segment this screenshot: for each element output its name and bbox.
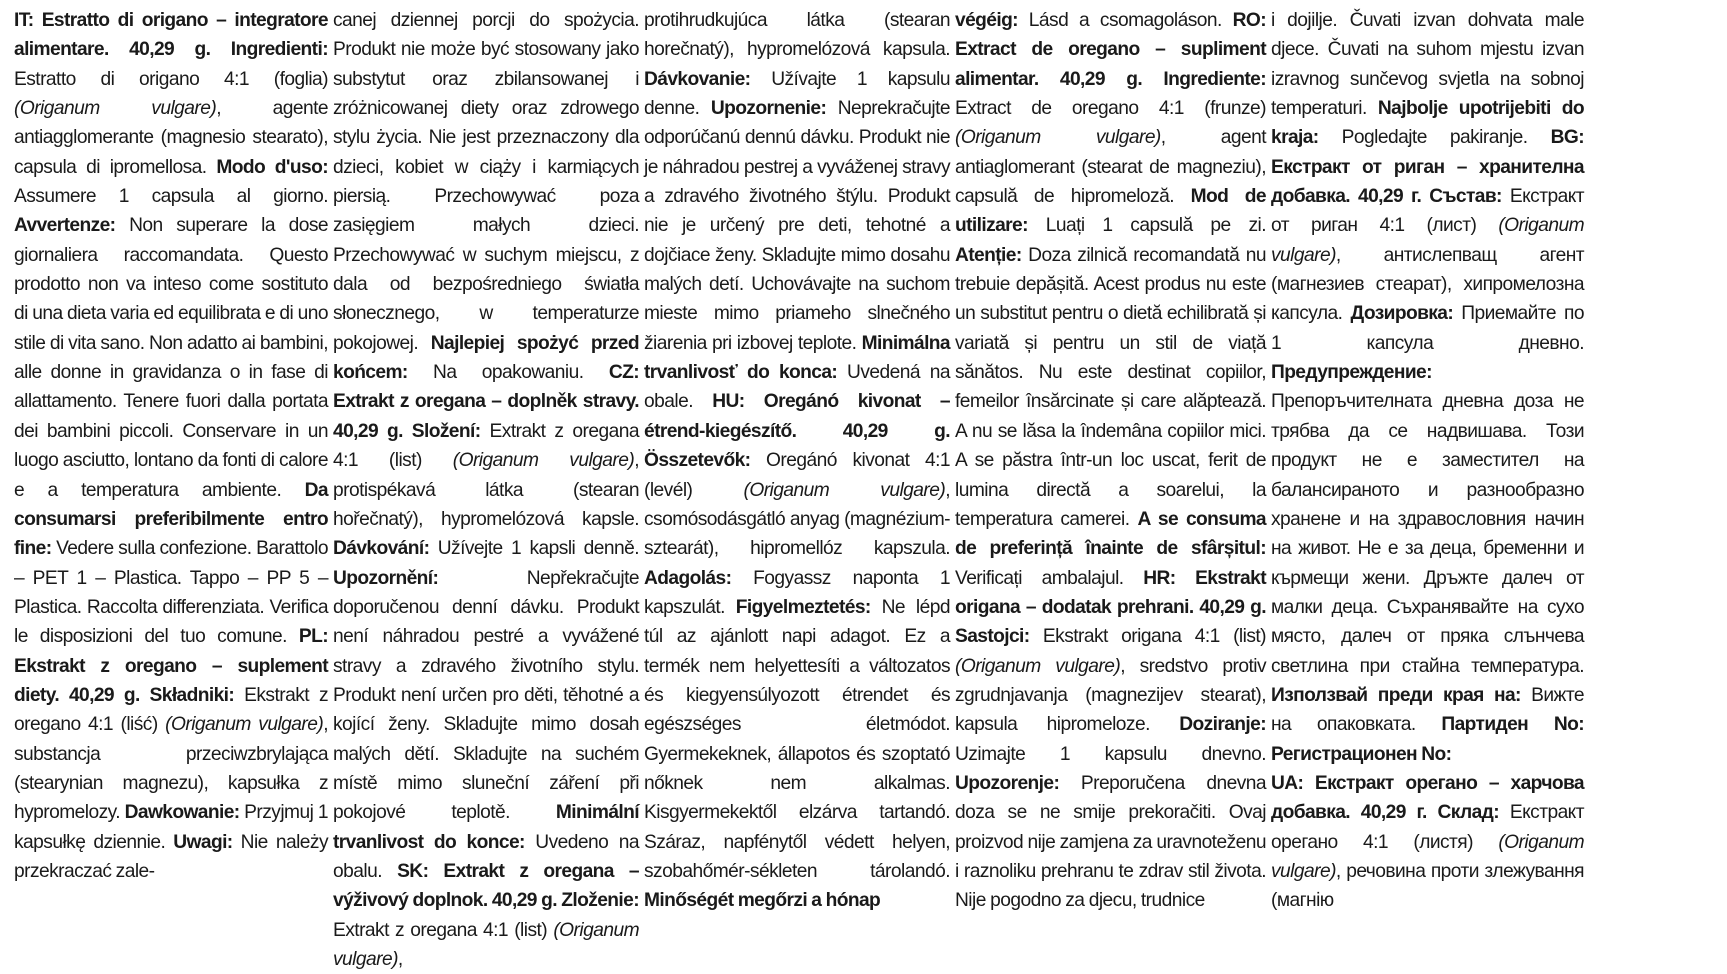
- bold-heading-text: IT: Estratto di origano – integratore alimentare. 40,29 g. Ingredienti:: [14, 10, 328, 61]
- bold-heading-text: SK: Extrakt z oregana – výživový doplnok. 40,29 g. Zloženie:: [333, 860, 639, 912]
- bold-heading-text: Najbolje upotrijebiti do kraja:: [1271, 98, 1584, 149]
- body-text: Przyjmuj 1 kapsułkę dziennie.: [14, 802, 328, 853]
- body-text: Приемайте по 1 капсула дневно.: [1271, 303, 1584, 354]
- latin-name-text: (Origanum vulgare): [452, 450, 635, 472]
- body-text: Ne lépd túl az ajánlott napi adagot. Ez a termék nem helyettesíti a változatos és kiegyensúlyozott étrendet és egészséges életmódot. Gyermekeknek, állapotos és szoptató nőknek nem alkalmas. Kisgyermekektől elzárva tartandó. Száraz, napfénytől védett helyen, szobahőmér-sékleten tárolandó.: [644, 596, 950, 882]
- bold-heading-text: CZ: Extrakt z oregana – doplněk stravy. 40,29 g. Složení:: [333, 362, 639, 442]
- latin-name-text: (Origanum vulgare): [1271, 215, 1584, 266]
- bold-heading-text: Minőségét megőrzi a hónap: [644, 890, 881, 912]
- body-text: , agente antiagglomerante (magnesio stearato), capsula di ipromellosa.: [14, 98, 328, 178]
- bold-heading-text: Dawkowanie:: [124, 802, 240, 824]
- body-text: Екстракт от риган 4:1 (лист): [1271, 186, 1584, 237]
- body-text: , agent antiaglomerant (stearat de magneziu), capsulă de hipromeloză.: [955, 127, 1266, 208]
- body-text: Vedere sulla confezione. Barattolo – PET 1 – Plastica. Tappo – PP 5 – Plastica. Raccolta differenziata. Verifica le disposizioni del tuo comune.: [14, 538, 328, 648]
- latin-name-text: (Origanum vulgare): [333, 919, 639, 970]
- label-column-1: [14, 6, 328, 882]
- body-text: Ekstrakt origana 4:1 (list): [1029, 626, 1266, 648]
- label-column-4: [955, 6, 1267, 912]
- label-column-2: [333, 6, 640, 970]
- body-text: Uvedeno na obalu.: [333, 831, 639, 882]
- bold-heading-text: Дозировка:: [1350, 303, 1454, 325]
- bold-heading-text: PL: Ekstrakt z oregano – suplement diety. 40,29 g. Składniki:: [14, 626, 328, 706]
- bold-heading-text: Upozornenie:: [710, 98, 827, 120]
- body-text: ,: [397, 949, 403, 970]
- bold-heading-text: Avvertenze:: [14, 215, 116, 237]
- body-text: , substancja przeciwzbrylająca (stearynian magnezu), kapsułka z hypromelozy.: [14, 714, 328, 824]
- body-text: Verificați ambalajul.: [955, 567, 1144, 589]
- body-text: i dojilje. Čuvati izvan dohvata male djece. Čuvati na suhom mjestu izvan izravnog sunčevog svjetla na sobnoj temperaturi.: [1271, 10, 1584, 120]
- body-text: Uvedená na obale.: [644, 362, 951, 413]
- latin-name-text: (Origanum vulgare): [14, 98, 217, 120]
- bold-heading-text: Upozornění:: [333, 567, 439, 589]
- bold-heading-text: Doziranje:: [1179, 714, 1266, 736]
- body-text: Preporučena dnevna doza se ne smije prekoračiti. Ovaj proizvod nije zamjena za uravnoteženu i raznoliku prehranu te zdrav stil života. Nije pogodno za djecu, trudnice: [955, 772, 1266, 912]
- body-text: protihrudkujúca látka (stearan horečnatý), hypromelózová kapsula.: [644, 10, 950, 61]
- bold-heading-text: Dávkovanie:: [644, 68, 751, 90]
- bold-heading-text: Figyelmeztetés:: [735, 596, 871, 618]
- body-text: Na opakowaniu.: [407, 362, 609, 384]
- body-text: Užívejte 1 kapsli denně.: [429, 538, 639, 560]
- body-text: Ekstrakt z oregano 4:1 (liść): [14, 684, 328, 736]
- label-column-5: [1271, 6, 1584, 912]
- bold-heading-text: végéig:: [955, 10, 1018, 31]
- body-text: Oregánó kivonat 4:1 (levél): [644, 450, 950, 501]
- body-text: Pogledajte pakiranje.: [1318, 127, 1551, 149]
- body-text: canej dziennej porcji do spożycia. Produkt nie może być stosowany jako substytut oraz zbilansowanej i zróżnicowanej diety oraz zdrowego stylu życia. Nie jest przeznaczony dla dzieci, kobiet w ciąży i karmiących piersią. Przechowywać poza zasięgiem małych dzieci. Przechowywać w suchym miejscu, z dala od bezpośredniego światła słonecznego, w temperaturze pokojowej.: [333, 10, 639, 354]
- bold-heading-text: Dávkování:: [333, 538, 430, 560]
- bold-heading-text: HU: Oregánó kivonat – étrend-kiegészítő. 40,29 g. Összetevők:: [644, 391, 950, 472]
- bold-heading-text: A se consuma de preferință înainte de sfârșitul:: [955, 508, 1267, 560]
- bold-heading-text: Minimální trvanlivost do konce:: [333, 802, 639, 853]
- bold-heading-text: BG: Екстракт от риган – хранителна добавка. 40,29 г. Състав:: [1271, 127, 1584, 208]
- latin-name-text: (Origanum vulgare): [955, 127, 1161, 149]
- body-text: Uzimajte 1 kapsulu dnevno.: [955, 743, 1266, 765]
- body-text: Extrakt z oregana 4:1 (list): [333, 420, 639, 472]
- body-text: Fogyassz naponta 1 kapszulát.: [644, 567, 950, 618]
- body-text: Lásd a csomagoláson.: [1017, 10, 1233, 31]
- body-text: Вижте на опаковката.: [1271, 684, 1584, 736]
- body-text: , антислепващ агент (магнезиев стеарат), хипромелозна капсула.: [1271, 244, 1584, 325]
- bold-heading-text: Najlepiej spożyć przed końcem:: [333, 332, 639, 384]
- bold-heading-text: RO: Extract de oregano – supliment alimentar. 40,29 g. Ingrediente:: [955, 10, 1266, 90]
- body-text: Užívajte 1 kapsulu denne.: [644, 68, 950, 120]
- body-text: , речовина проти злежування (магнію: [1271, 860, 1584, 912]
- bold-heading-text: Mod de utilizare:: [955, 186, 1266, 237]
- body-text: Luați 1 capsulă pe zi.: [1027, 215, 1266, 237]
- body-text: Estratto di origano 4:1 (foglia): [14, 68, 328, 90]
- bold-heading-text: Da consumarsi preferibilmente entro fine:: [14, 479, 328, 560]
- body-text: , csomósodásgátló anyag (magnézium-sztearát), hipromellóz kapszula.: [644, 479, 950, 560]
- body-text: Екстракт орегано 4:1 (листя): [1271, 802, 1584, 853]
- bold-heading-text: Modo d'uso:: [216, 156, 328, 178]
- body-text: Neprekračujte odporúčanú dennú dávku. Produkt nie je náhradou pestrej a vyváženej stravy a zdravého životného štýlu. Produkt nie je určený pre deti, tehotné a dojčiace ženy. Skladujte mimo dosahu malých detí. Uchovávajte na suchom mieste mimo priameho slnečného žiarenia pri izbovej teplote.: [644, 98, 951, 354]
- body-text: , protispékavá látka (stearan hořečnatý), hypromelózová kapsle.: [333, 450, 640, 530]
- bold-heading-text: HR: Ekstrakt origana – dodatak prehrani. 40,29 g. Sastojci:: [955, 567, 1266, 648]
- bold-heading-text: Minimálna trvanlivosť do konca:: [644, 332, 950, 384]
- bold-heading-text: Atenție:: [955, 244, 1022, 266]
- label-column-3: [644, 6, 951, 912]
- body-text: , sredstvo protiv zgrudnjavanja (magnezijev stearat), kapsula hipromeloze.: [955, 655, 1266, 736]
- bold-heading-text: Партиден No: Регистрационен No:: [1271, 714, 1584, 765]
- body-text: Extrakt z oregana 4:1 (list): [333, 919, 554, 941]
- body-text: Препоръчителната дневна доза не трябва да се надвишава. Този продукт не е заместител на балансираното и разнообразно хранене и на здравословния начин на живот. Не е за деца, бременни и кърмещи жени. Дръжте далеч от малки деца. Съхранявайте на сухо място, далеч от пряка слънчева светлина при стайна температура.: [1271, 391, 1584, 677]
- latin-name-text: (Origanum vulgare): [955, 655, 1121, 677]
- bold-heading-text: Предупреждение:: [1271, 362, 1432, 384]
- bold-heading-text: Използвай преди края на:: [1271, 684, 1521, 706]
- latin-name-text: (Origanum vulgare): [1271, 831, 1584, 882]
- latin-name-text: (Origanum vulgare): [743, 479, 946, 501]
- bold-heading-text: Adagolás:: [644, 567, 732, 589]
- body-text: Extract de oregano 4:1 (frunze): [955, 98, 1266, 120]
- body-text: Non superare la dose giornaliera raccomandata. Questo prodotto non va inteso come sostituto di una dieta varia ed equilibrata e di uno stile di vita sano. Non adatto ai bambini, alle donne in gravidanza o in fase di allattamento. Tenere fuori dalla portata dei bambini piccoli. Conservare in un luogo asciutto, lontano da fonti di calore e a temperatura ambiente.: [14, 215, 328, 501]
- body-text: Nie należy przekraczać zale-: [14, 831, 328, 882]
- bold-heading-text: Uwagi:: [173, 831, 233, 853]
- body-text: Doza zilnică recomandată nu trebuie depășită. Acest produs nu este un substitut pentru o dietă echilibrată și variată și pentru un stil de viață sănătos. Nu este destinat copiilor, femeilor însărcinate și care alăptează. A nu se lăsa la îndemâna copiilor mici. A se păstra într-un loc uscat, ferit de lumina directă a soarelui, la temperatura camerei.: [955, 244, 1266, 530]
- bold-heading-text: Upozorenje:: [955, 772, 1060, 794]
- body-text: Nepřekračujte doporučenou denní dávku. Produkt není náhradou pestré a vyvážené stravy a zdravého životního stylu. Produkt není určen pro děti, těhotné a kojící ženy. Skladujte mimo dosah malých dětí. Skladujte na suchém místě mimo sluneční záření při pokojové teplotě.: [333, 567, 639, 824]
- bold-heading-text: UA: Екстракт орегано – харчова добавка. 40,29 г. Склад:: [1271, 772, 1584, 824]
- latin-name-text: (Origanum vulgare): [165, 714, 324, 736]
- body-text: Assumere 1 capsula al giorno.: [14, 186, 328, 208]
